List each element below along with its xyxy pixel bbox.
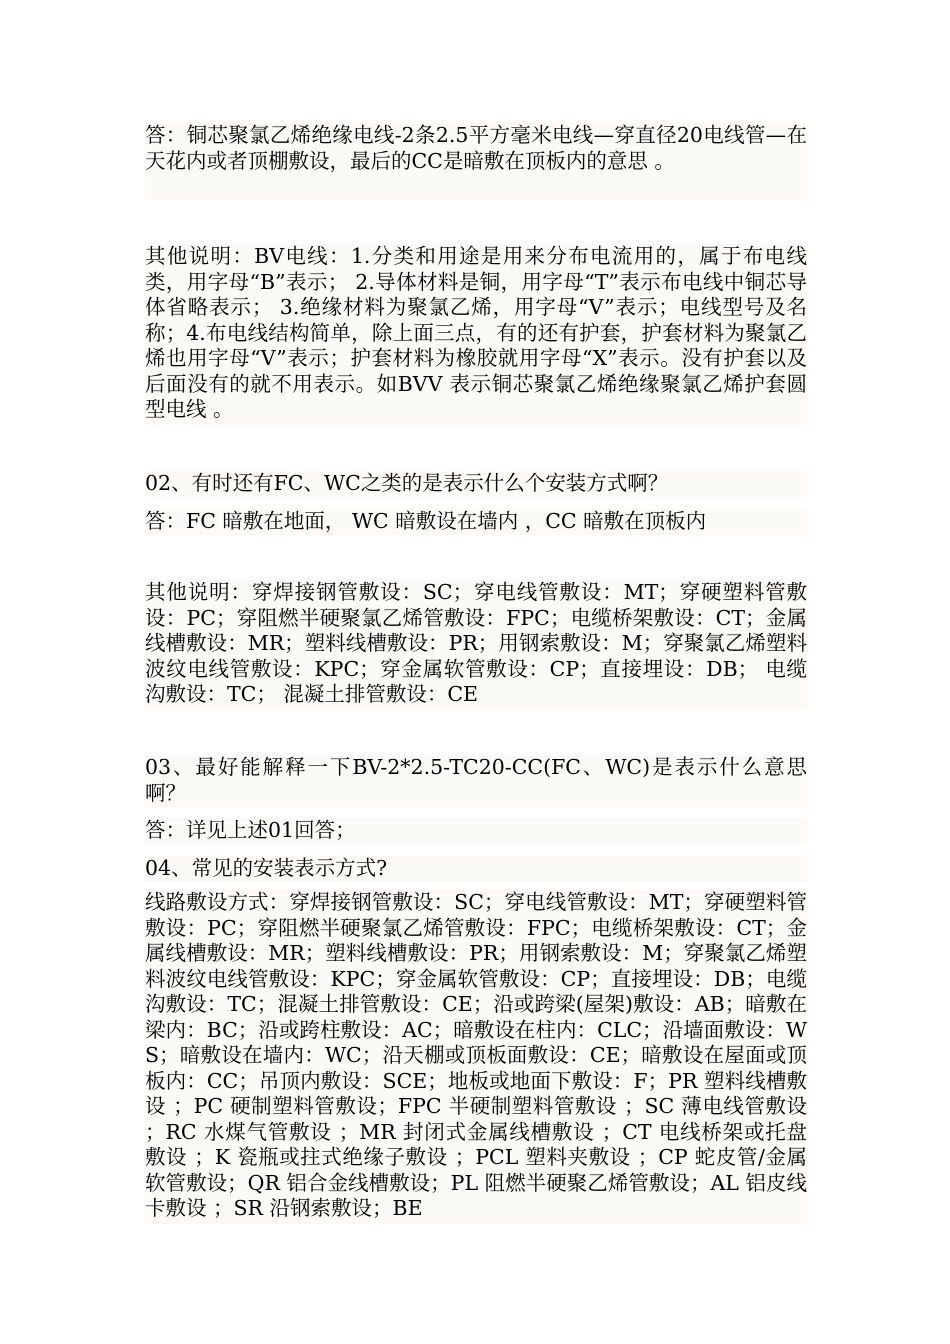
installation-methods-list	[145, 890, 807, 1224]
paragraph: 其他说明：穿焊接钢管敷设：SC；穿电线管敷设：MT；穿硬塑料管敷设：PC；穿阻燃半硬聚氯乙烯管敷设：FPC；电缆桥架敷设：CT；金属线槽敷设：MR；塑料线槽敷设：PR；用钢索敷设：M；穿聚氯乙烯塑料波纹电线管敷设：KPC；穿金属软管敷设：CP；直接埋设：DB； 电缆沟敷设：TC； 混凝土排管敷设：CE	[145, 580, 807, 706]
question-03	[145, 755, 807, 807]
answer-03	[145, 818, 807, 844]
paragraph: 线路敷设方式：穿焊接钢管敷设：SC；穿电线管敷设：MT；穿硬塑料管敷设：PC；穿阻燃半硬聚氯乙烯管敷设：FPC；电缆桥架敷设：CT；金属线槽敷设：MR；塑料线槽敷设：PR；用钢索敷设：M；穿聚氯乙烯塑料波纹电线管敷设：KPC；穿金属软管敷设：CP；直接埋设：DB；电缆沟敷设：TC；混凝土排管敷设：CE；沿或跨梁(屋架)敷设：AB；暗敷在梁内：BC；沿或跨柱敷设：AC；暗敷设在柱内：CLC；沿墙面敷设：WS；暗敷设在墙内：WC；沿天棚或顶板面敷设：CE；暗敷设在屋面或顶板内：CC；吊顶内敷设：SCE；地板或地面下敷设：F；PR 塑料线槽敷设 ；PC 硬制塑料管敷设；FPC 半硬制塑料管敷设 ；SC 薄电线管敷设 ；RC 水煤气管敷设 ；MR 封闭式金属线槽敷设 ；CT 电线桥架或托盘敷设 ；K 瓷瓶或拄式绝缘子敷设 ；PCL 塑料夹敷设 ；CP 蛇皮管/金属软管敷设；QR 铝合金线槽敷设；PL 阻燃半硬聚乙烯管敷设；AL 铝皮线卡敷设 ；SR 沿钢索敷设；BE	[145, 890, 807, 1220]
bv-explanation	[145, 244, 807, 425]
paragraph: 03、最好能解释一下BV-2*2.5-TC20-CC(FC、WC)是表示什么意思啊？	[145, 755, 807, 805]
answer-01	[145, 123, 807, 200]
paragraph: 答：FC 暗敷在地面， WC 暗敷设在墙内 ，CC 暗敷在顶板内	[145, 509, 707, 533]
paragraph: 答：详见上述01回答；	[145, 818, 356, 842]
answer-02	[145, 509, 807, 535]
paragraph: 02、有时还有FC、WC之类的是表示什么个安装方式啊？	[145, 471, 669, 495]
paragraph: 答：铜芯聚氯乙烯绝缘电线-2条2.5平方毫米电线—穿直径20电线管—在天花内或者顶棚敷设，最后的CC是暗敷在顶板内的意思 。	[145, 123, 807, 173]
question-04	[145, 856, 807, 882]
paragraph: 其他说明：BV电线：1.分类和用途是用来分布电流用的，属于布电线类，用字母“B”表示； 2.导体材料是铜，用字母“T”表示布电线中铜芯导体省略表示； 3.绝缘材料为聚氯乙烯，用字母“V”表示；电线型号及名称；4.布电线结构简单，除上面三点，有的还有护套，护套材料为聚氯乙烯也用字母“V”表示；护套材料为橡胶就用字母“X”表示。没有护套以及后面没有的就不用表示。如BVV 表示铜芯聚氯乙烯绝缘聚氯乙烯护套圆型电线 。	[145, 244, 807, 421]
installation-explanation	[145, 580, 807, 709]
question-02	[145, 471, 807, 497]
paragraph: 04、常见的安装表示方式?	[145, 856, 388, 880]
